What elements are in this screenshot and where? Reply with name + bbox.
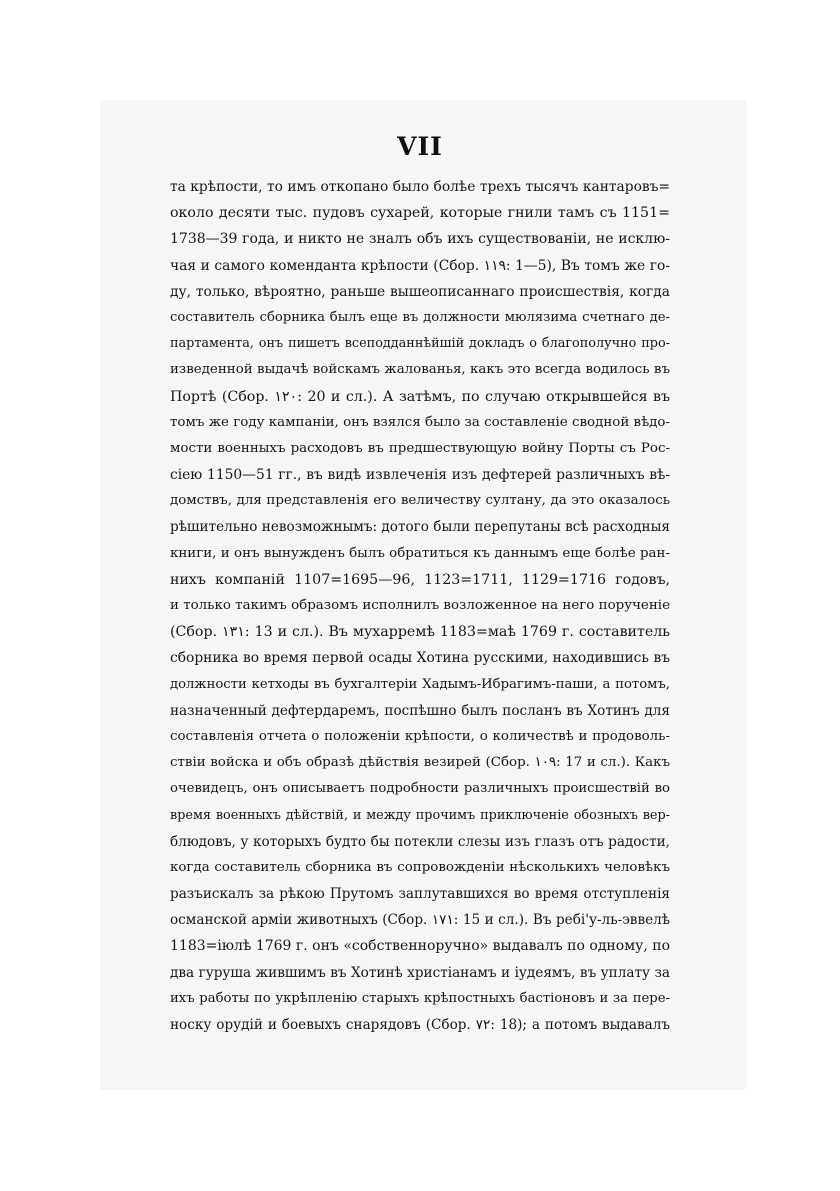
text-line: чая и самого коменданта крѣпости (Сбор. ۱۱۹: 1—5), Въ томъ же го- — [170, 257, 670, 274]
text-line: партамента, онъ пишетъ всеподданнѣйшій докладъ о благополучно про- — [170, 336, 670, 352]
text-line: рѣшительно невозможнымъ: дотого были перепутаны всѣ расходныя — [170, 519, 670, 536]
text-line: та крѣпости, то имъ откопано было болѣе трехъ тысячъ кантаровъ= — [170, 179, 670, 195]
text-line: блюдовъ, у которыхъ будто бы потекли слезы изъ глазъ отъ радости, — [170, 833, 670, 850]
text-line: два гуруша жившимъ въ Хотинѣ христіанамъ и іудеямъ, въ уплату за — [170, 964, 670, 981]
text-line: когда составитель сборника въ сопровожденіи нѣсколькихъ человѣкъ — [170, 859, 670, 875]
text-line: время военныхъ дѣйствій, и между прочимъ приключеніе обозныхъ вер- — [170, 807, 670, 823]
text-line: составленія отчета о положеніи крѣпости, о количествѣ и продоволь- — [170, 728, 670, 744]
text-line: 1183=іюлѣ 1769 г. онъ «собственноручно» выдавалъ по одному, по — [170, 938, 670, 955]
text-line: ствіи войска и объ образѣ дѣйствія везирей (Сбор. ۱۰۹: 17 и сл.). Какъ — [170, 755, 670, 771]
text-line: османской арміи животныхъ (Сбор. ۱۷۱: 15 и сл.). Въ ребі'у-ль-эввелѣ — [170, 912, 670, 929]
text-line: и только такимъ образомъ исполнилъ возложенное на него порученіе — [170, 598, 670, 613]
text-line: изведенной выдачѣ войскамъ жалованья, какъ это всегда водилось въ — [170, 362, 670, 378]
text-line: назначенный дефтердаремъ, поспѣшно былъ посланъ въ Хотинъ для — [170, 702, 670, 719]
text-line: ду, только, вѣроятно, раньше вышеописаннаго происшествія, когда — [170, 283, 670, 300]
text-line: домствъ, для представленія его величеству султану, да это оказалось — [170, 493, 670, 509]
text-line: томъ же году кампаніи, онъ взялся было за составленіе сводной вѣдо- — [170, 414, 670, 430]
text-line: составитель сборника былъ еще въ должности мюлязима счетнаго де- — [170, 309, 670, 325]
text-line: носку орудій и боевыхъ снарядовъ (Сбор. ۷۲: 18); а потомъ выдавалъ — [170, 1017, 670, 1033]
text-line: сборника во время первой осады Хотина русскими, находившись въ — [170, 650, 670, 667]
text-line: 1738—39 года, и никто не зналъ объ ихъ существованіи, не исклю- — [170, 231, 670, 248]
body-text — [170, 174, 670, 1038]
text-line: ихъ работы по укрѣпленію старыхъ крѣпостныхъ бастіоновъ и за пере- — [170, 990, 670, 1006]
text-line: Портѣ (Сбор. ۱۲۰: 20 и сл.). А затѣмъ, по случаю открывшейся въ — [170, 388, 670, 405]
text-line: мости военныхъ расходовъ въ предшествующую войну Порты съ Рос- — [170, 440, 670, 456]
text-line: сіею 1150—51 гг., въ видѣ извлеченія изъ дефтерей различныхъ вѣ- — [170, 467, 670, 484]
text-line: нихъ компаній 1107=1695—96, 1123=1711, 1129=1716 годовъ, — [170, 571, 670, 588]
text-line: разъискалъ за рѣкою Прутомъ заплутавшихся во время отступленія — [170, 886, 670, 903]
text-line: очевидецъ, онъ описываетъ подробности различныхъ происшествій во — [170, 781, 670, 797]
text-line: должности кетходы въ бухгалтеріи Хадымъ-Ибрагимъ-паши, а потомъ, — [170, 676, 670, 692]
text-line: книги, и онъ вынужденъ былъ обратиться къ даннымъ еще болѣе ран- — [170, 545, 670, 561]
text-line: (Сбор. ۱۳۱: 13 и сл.). Въ мухарремѣ 1183=маѣ 1769 г. составитель — [170, 624, 670, 641]
text-line: около десяти тыс. пудовъ сухарей, которые гнили тамъ съ 1151= — [170, 205, 670, 222]
page-number: VII — [397, 132, 443, 161]
